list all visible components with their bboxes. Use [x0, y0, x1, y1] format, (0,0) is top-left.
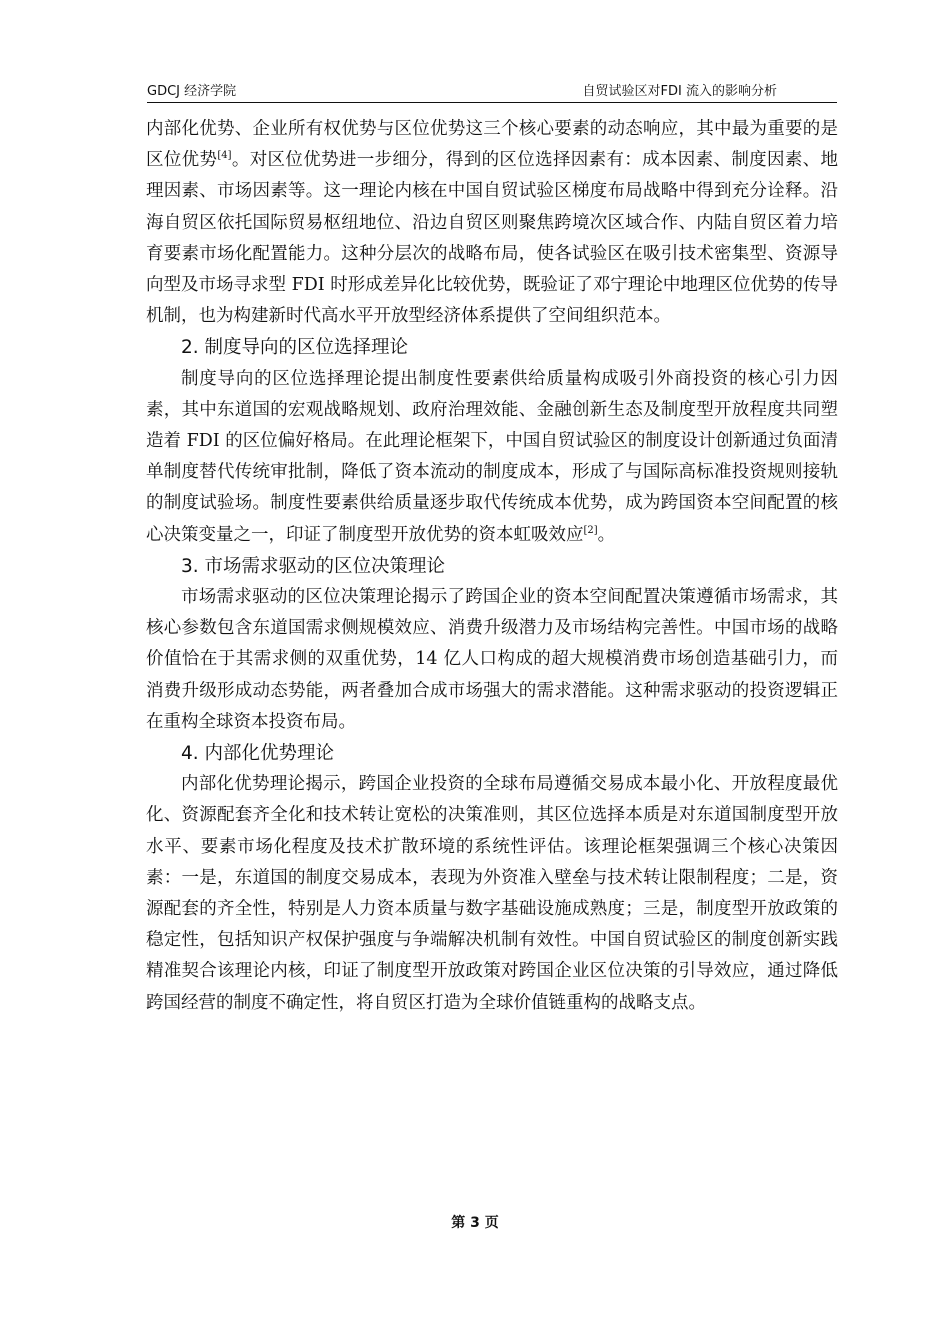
paragraph-text: 。对区位优势进一步细分，得到的区位选择因素有：成本因素、制度因素、地理因素、市场因素等。这一理论内核在中国自贸试验区梯度布局战略中得到充分诠释。沿海自贸区依托国际贸易枢纽地位、沿边自贸区则聚焦跨境次区域合作、内陆自贸区着力培育要素市场化配置能力。这种分层次的战略布局，使各试验区在吸引技术密集型、资源导向型及市场寻求型 FDI 时形成差异化比较优势，既验证了邓宁理论中地理区位优势的传导机制，也为构建新时代高水平开放型经济体系提供了空间组织范本。: [146, 150, 839, 327]
citation-ref: [4]: [217, 150, 232, 162]
page-number: 第 3 页: [451, 1215, 499, 1231]
section-heading-institutional: 2. 制度导向的区位选择理论: [181, 337, 409, 359]
paragraph-text: 内部化优势、企业所有权优势与区位优势这三个核心要素的动态响应，其中最为重要的是区位优势: [146, 119, 838, 171]
section-heading-internalization: 4. 内部化优势理论: [181, 743, 335, 765]
header-school-name: GDCJ 经济学院: [147, 84, 237, 99]
paragraph-text: 。: [597, 524, 616, 545]
paragraph-market-demand: 市场需求驱动的区位决策理论揭示了跨国企业的资本空间配置决策遵循市场需求，其核心参数包含东道国需求侧规模效应、消费升级潜力及市场结构完善性。中国市场的战略价值恰在于其需求侧的双重优势，14 亿人口构成的超大规模消费市场创造基础引力，而消费升级形成动态势能，两者叠加合成市场强大的需求潜能。这种需求驱动的投资逻辑正在重构全球资本投资布局。: [146, 587, 838, 732]
paragraph-internalization: 内部化优势理论揭示，跨国企业投资的全球布局遵循交易成本最小化、开放程度最优化、资源配套齐全化和技术转让宽松的决策准则，其区位选择本质是对东道国制度型开放水平、要素市场化程度及技术扩散环境的系统性评估。该理论框架强调三个核心决策因素：一是，东道国的制度交易成本，表现为外资准入壁垒与技术转让限制程度；二是，资源配套的齐全性，特别是人力资本质量与数字基础设施成熟度；三是，制度型开放政策的稳定性，包括知识产权保护强度与争端解决机制有效性。中国自贸试验区的制度创新实践精准契合该理论内核，印证了制度型开放政策对跨国企业区位决策的引导效应，通过降低跨国经营的制度不确定性，将自贸区打造为全球价值链重构的战略支点。: [146, 774, 838, 1013]
page-header: [147, 78, 837, 103]
page-body: [146, 114, 838, 1019]
paragraph-institutional: [146, 364, 838, 551]
paragraph-text: 制度导向的区位选择理论提出制度性要素供给质量构成吸引外商投资的核心引力因素，其中东道国的宏观战略规划、政府治理效能、金融创新生态及制度型开放程度共同塑造着 FDI 的区位偏好格局。在此理论框架下，中国自贸试验区的制度设计创新通过负面清单制度替代传统审批制，降低了资本流动的制度成本，形成了与国际高标准投资规则接轨的制度试验场。制度性要素供给质量逐步取代传统成本优势，成为跨国资本空间配置的核心决策变量之一，印证了制度型开放优势的资本虹吸效应: [146, 368, 838, 545]
citation-ref: [2]: [583, 524, 598, 536]
paragraph-location-advantage: [146, 114, 838, 332]
header-paper-title: 自贸试验区对FDI 流入的影响分析: [582, 84, 777, 99]
section-heading-market-demand: 3. 市场需求驱动的区位决策理论: [181, 555, 446, 577]
